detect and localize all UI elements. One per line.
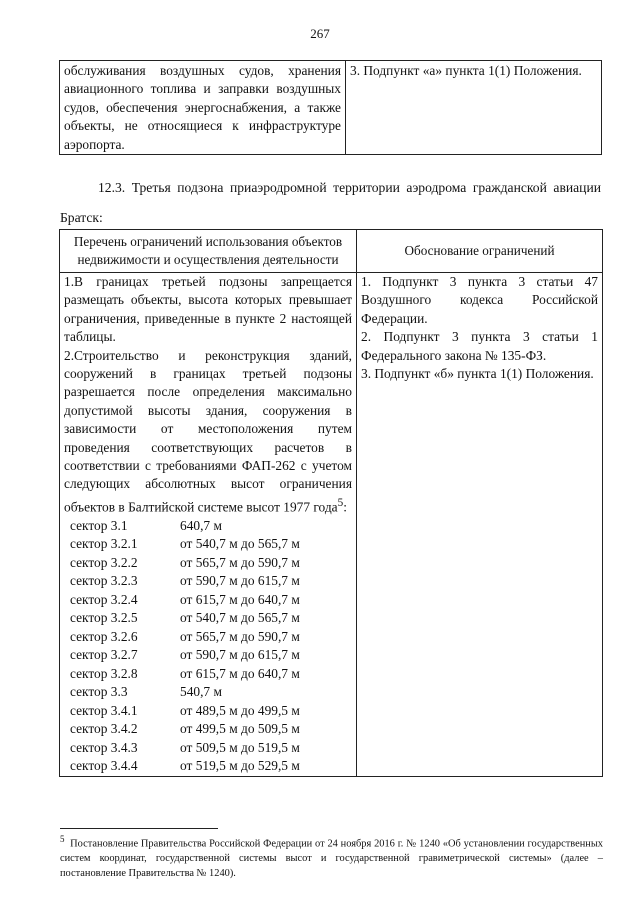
sector-height: от 615,7 м до 640,7 м (180, 591, 300, 607)
sector-name: сектор 3.2.5 (70, 610, 138, 626)
sector-row (70, 554, 300, 573)
footnote-divider (60, 828, 218, 829)
continuation-table (59, 60, 602, 155)
sector-height: от 499,5 м до 509,5 м (180, 721, 300, 737)
footnote-marker: 5 (60, 834, 65, 844)
sector-list (70, 517, 300, 776)
sector-height: от 489,5 м до 499,5 м (180, 702, 300, 718)
continuation-left-cell: обслуживания воздушных судов, хранения авиационного топлива и заправки воздушных судов, обеспечения энергоснабжения, а также объекты, не относящиеся к инфраструктуре аэропорта. (60, 61, 346, 155)
sector-name: сектор 3.1 (70, 517, 128, 533)
sector-row (70, 517, 300, 536)
sector-height: от 540,7 м до 565,7 м (180, 536, 300, 552)
header-restrictions: Перечень ограничений использования объектов недвижимости и осуществления деятельности (60, 230, 357, 273)
header-justification: Обоснование ограничений (357, 230, 603, 273)
sector-name: сектор 3.2.7 (70, 647, 138, 663)
sector-height: от 509,5 м до 519,5 м (180, 739, 300, 755)
section-heading: 12.3. Третья подзона приаэродромной территории аэродрома гражданской авиации Братск: (60, 180, 601, 225)
restrictions-cell (60, 273, 357, 777)
sector-name: сектор 3.4.1 (70, 702, 138, 718)
sector-height: от 565,7 м до 590,7 м (180, 554, 300, 570)
sector-row (70, 757, 300, 776)
sector-name: сектор 3.2.2 (70, 554, 138, 570)
sector-name: сектор 3.2.4 (70, 591, 138, 607)
sector-height: от 540,7 м до 565,7 м (180, 610, 300, 626)
justification-item: 2. Подпункт 3 пункта 3 статьи 1 Федерального закона № 135-ФЗ. (361, 329, 598, 363)
sector-row (70, 739, 300, 758)
sector-height: от 615,7 м до 640,7 м (180, 665, 300, 681)
sector-height: от 565,7 м до 590,7 м (180, 628, 300, 644)
sector-name: сектор 3.2.1 (70, 536, 138, 552)
sector-name: сектор 3.4.2 (70, 721, 138, 737)
sector-row (70, 720, 300, 739)
sector-name: сектор 3.4.3 (70, 739, 138, 755)
justification-cell (357, 273, 603, 777)
page-number: 267 (310, 26, 330, 41)
sector-name: сектор 3.2.8 (70, 665, 138, 681)
sector-row (70, 609, 300, 628)
sector-row (70, 572, 300, 591)
continuation-right-cell: 3. Подпункт «а» пункта 1(1) Положения. (346, 61, 602, 155)
sector-row (70, 646, 300, 665)
restriction-paragraph-2: 2.Строительство и реконструкция зданий, сооружений в границах третьей подзоны разрешается после определения максимально допустимой высоты здания, сооружения в зависимости от местоположения путем проведения соответствующих расчетов в соответствии с требованиями ФАП-262 с учетом следующих абсолютных высот ограничения объектов в Балтийской системе высот 1977 года$^5$: (64, 347, 352, 515)
sector-name: сектор 3.2.6 (70, 628, 138, 644)
sector-row (70, 535, 300, 554)
sector-height: 540,7 м (180, 684, 222, 700)
sector-height: от 519,5 м до 529,5 м (180, 758, 300, 774)
sector-row (70, 665, 300, 684)
sector-height: 640,7 м (180, 517, 222, 533)
restriction-paragraph-2-text: 2.Строительство и реконструкция зданий, сооружений в границах третьей подзоны разрешается после определения максимально допустимой высоты здания, сооружения в зависимости от местоположения путем проведения соответствующих расчетов в соответствии с требованиями ФАП-262 с учетом следующих абсолютных высот ограничения объектов в Балтийской системе высот 1977 года (64, 347, 352, 515)
sector-name: сектор 3.4.4 (70, 758, 138, 774)
restrictions-table (59, 229, 603, 777)
sector-row (70, 628, 300, 647)
sector-name: сектор 3.2.3 (70, 573, 138, 589)
sector-height: от 590,7 м до 615,7 м (180, 573, 300, 589)
sector-row (70, 591, 300, 610)
sector-height: от 590,7 м до 615,7 м (180, 647, 300, 663)
sector-name: сектор 3.3 (70, 684, 128, 700)
footnote-ref: 5 (337, 496, 344, 509)
footnote-text: Постановление Правительства Российской Федерации от 24 ноября 2016 г. № 1240 «Об установлении государственных систем координат, государственной системы высот и государственной гравиметрической системы» (далее – постановление Правительства № 1240). (60, 838, 603, 880)
sector-row (70, 702, 300, 721)
justification-item: 3. Подпункт «б» пункта 1(1) Положения. (361, 366, 594, 382)
footnote (60, 832, 603, 881)
sector-row (70, 683, 300, 702)
restriction-paragraph-1: 1.В границах третьей подзоны запрещается размещать объекты, высота которых превышает ограничения, приведенные в пункте 2 настоящей таблицы. (64, 274, 352, 345)
justification-item: 1. Подпункт 3 пункта 3 статьи 47 Воздушного кодекса Российской Федерации. (361, 274, 598, 326)
